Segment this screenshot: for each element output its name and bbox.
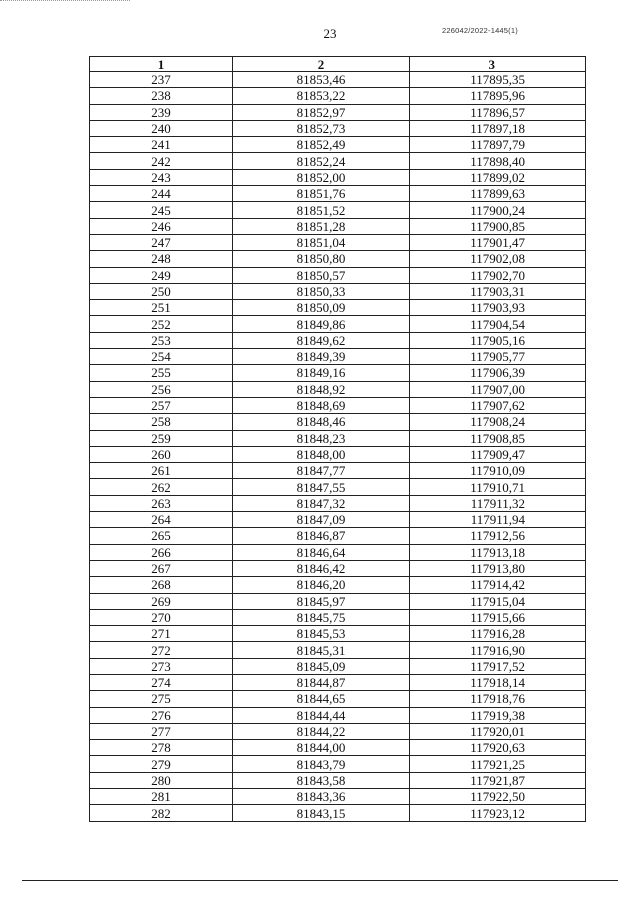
table-row [90,202,586,218]
point-number-cell: 268 [90,577,233,593]
page-number: 23 [323,26,337,41]
x-coordinate-cell: 81850,57 [233,267,410,283]
point-number-cell: 251 [90,300,233,316]
x-coordinate-cell: 81850,80 [233,251,410,267]
y-coordinate-cell: 117905,16 [410,332,586,348]
x-coordinate-cell: 81848,46 [233,414,410,430]
table-row [90,756,586,772]
x-coordinate-cell: 81847,77 [233,463,410,479]
table-row [90,772,586,788]
point-number-cell: 262 [90,479,233,495]
table-row [90,805,586,821]
x-coordinate-cell: 81849,86 [233,316,410,332]
x-coordinate-cell: 81851,04 [233,234,410,250]
y-coordinate-cell: 117921,87 [410,772,586,788]
point-number-cell: 237 [90,72,233,88]
table-row [90,267,586,283]
point-number-cell: 240 [90,120,233,136]
point-number-cell: 241 [90,137,233,153]
y-coordinate-cell: 117906,39 [410,365,586,381]
x-coordinate-cell: 81847,32 [233,495,410,511]
table-row [90,218,586,234]
point-number-cell: 250 [90,283,233,299]
point-number-cell: 263 [90,495,233,511]
y-coordinate-cell: 117895,35 [410,72,586,88]
bottom-rule [22,880,618,881]
x-coordinate-cell: 81845,75 [233,609,410,625]
document-reference: 226042/2022-1445(1) [442,26,518,35]
point-number-cell: 270 [90,609,233,625]
column-header-y: 3 [410,57,586,72]
y-coordinate-cell: 117910,71 [410,479,586,495]
point-number-cell: 247 [90,234,233,250]
point-number-cell: 269 [90,593,233,609]
x-coordinate-cell: 81850,33 [233,283,410,299]
x-coordinate-cell: 81848,23 [233,430,410,446]
x-coordinate-cell: 81846,42 [233,560,410,576]
point-number-cell: 252 [90,316,233,332]
point-number-cell: 280 [90,772,233,788]
point-number-cell: 257 [90,397,233,413]
table-row [90,560,586,576]
table-row [90,430,586,446]
x-coordinate-cell: 81847,09 [233,512,410,528]
x-coordinate-cell: 81844,22 [233,723,410,739]
x-coordinate-cell: 81852,73 [233,120,410,136]
point-number-cell: 245 [90,202,233,218]
y-coordinate-cell: 117913,18 [410,544,586,560]
x-coordinate-cell: 81843,15 [233,805,410,821]
table-row [90,674,586,690]
table-body [90,72,586,822]
table-row [90,463,586,479]
point-number-cell: 258 [90,414,233,430]
table-row [90,316,586,332]
x-coordinate-cell: 81847,55 [233,479,410,495]
y-coordinate-cell: 117912,56 [410,528,586,544]
y-coordinate-cell: 117920,01 [410,723,586,739]
point-number-cell: 249 [90,267,233,283]
point-number-cell: 242 [90,153,233,169]
y-coordinate-cell: 117920,63 [410,740,586,756]
table-row [90,512,586,528]
point-number-cell: 256 [90,381,233,397]
point-number-cell: 253 [90,332,233,348]
y-coordinate-cell: 117911,94 [410,512,586,528]
y-coordinate-cell: 117922,50 [410,789,586,805]
point-number-cell: 267 [90,560,233,576]
table-row [90,283,586,299]
y-coordinate-cell: 117902,08 [410,251,586,267]
x-coordinate-cell: 81852,49 [233,137,410,153]
point-number-cell: 239 [90,104,233,120]
point-number-cell: 274 [90,674,233,690]
x-coordinate-cell: 81845,97 [233,593,410,609]
y-coordinate-cell: 117905,77 [410,349,586,365]
y-coordinate-cell: 117908,24 [410,414,586,430]
table-row [90,251,586,267]
point-number-cell: 271 [90,626,233,642]
x-coordinate-cell: 81848,69 [233,397,410,413]
y-coordinate-cell: 117902,70 [410,267,586,283]
y-coordinate-cell: 117919,38 [410,707,586,723]
x-coordinate-cell: 81843,58 [233,772,410,788]
y-coordinate-cell: 117915,66 [410,609,586,625]
y-coordinate-cell: 117910,09 [410,463,586,479]
x-coordinate-cell: 81844,87 [233,674,410,690]
point-number-cell: 273 [90,658,233,674]
y-coordinate-cell: 117913,80 [410,560,586,576]
table-row [90,707,586,723]
y-coordinate-cell: 117896,57 [410,104,586,120]
table-row [90,577,586,593]
point-number-cell: 254 [90,349,233,365]
x-coordinate-cell: 81845,31 [233,642,410,658]
x-coordinate-cell: 81852,00 [233,169,410,185]
table-row [90,740,586,756]
y-coordinate-cell: 117915,04 [410,593,586,609]
y-coordinate-cell: 117900,24 [410,202,586,218]
y-coordinate-cell: 117916,28 [410,626,586,642]
table-row [90,528,586,544]
point-number-cell: 260 [90,446,233,462]
y-coordinate-cell: 117916,90 [410,642,586,658]
x-coordinate-cell: 81851,52 [233,202,410,218]
y-coordinate-cell: 117899,02 [410,169,586,185]
table-row [90,234,586,250]
point-number-cell: 272 [90,642,233,658]
y-coordinate-cell: 117918,14 [410,674,586,690]
table-row [90,723,586,739]
table-row [90,381,586,397]
column-header-number: 1 [90,57,233,72]
table-row [90,495,586,511]
table-row [90,479,586,495]
table-row [90,414,586,430]
table-row [90,332,586,348]
y-coordinate-cell: 117898,40 [410,153,586,169]
y-coordinate-cell: 117897,18 [410,120,586,136]
table-row [90,153,586,169]
table-row [90,609,586,625]
x-coordinate-cell: 81846,20 [233,577,410,593]
x-coordinate-cell: 81846,64 [233,544,410,560]
x-coordinate-cell: 81849,39 [233,349,410,365]
table-row [90,120,586,136]
column-header-x: 2 [233,57,410,72]
table-row [90,446,586,462]
table-row [90,88,586,104]
x-coordinate-cell: 81843,36 [233,789,410,805]
table-row [90,658,586,674]
x-coordinate-cell: 81851,76 [233,186,410,202]
x-coordinate-cell: 81846,87 [233,528,410,544]
x-coordinate-cell: 81853,46 [233,72,410,88]
point-number-cell: 255 [90,365,233,381]
y-coordinate-cell: 117907,62 [410,397,586,413]
y-coordinate-cell: 117921,25 [410,756,586,772]
x-coordinate-cell: 81844,00 [233,740,410,756]
point-number-cell: 265 [90,528,233,544]
table-row [90,397,586,413]
x-coordinate-cell: 81849,62 [233,332,410,348]
point-number-cell: 264 [90,512,233,528]
point-number-cell: 261 [90,463,233,479]
x-coordinate-cell: 81852,24 [233,153,410,169]
x-coordinate-cell: 81843,79 [233,756,410,772]
table-header-row [90,57,586,72]
y-coordinate-cell: 117903,31 [410,283,586,299]
table-row [90,642,586,658]
table-row [90,626,586,642]
point-number-cell: 277 [90,723,233,739]
top-margin-mark [0,0,130,5]
y-coordinate-cell: 117901,47 [410,234,586,250]
y-coordinate-cell: 117914,42 [410,577,586,593]
y-coordinate-cell: 117899,63 [410,186,586,202]
table-row [90,104,586,120]
point-number-cell: 243 [90,169,233,185]
y-coordinate-cell: 117900,85 [410,218,586,234]
point-number-cell: 276 [90,707,233,723]
point-number-cell: 275 [90,691,233,707]
point-number-cell: 259 [90,430,233,446]
table-row [90,186,586,202]
x-coordinate-cell: 81848,92 [233,381,410,397]
point-number-cell: 278 [90,740,233,756]
y-coordinate-cell: 117911,32 [410,495,586,511]
table-row [90,349,586,365]
table-row [90,365,586,381]
x-coordinate-cell: 81844,44 [233,707,410,723]
x-coordinate-cell: 81850,09 [233,300,410,316]
y-coordinate-cell: 117908,85 [410,430,586,446]
table-row [90,169,586,185]
x-coordinate-cell: 81844,65 [233,691,410,707]
x-coordinate-cell: 81848,00 [233,446,410,462]
y-coordinate-cell: 117923,12 [410,805,586,821]
y-coordinate-cell: 117909,47 [410,446,586,462]
x-coordinate-cell: 81849,16 [233,365,410,381]
x-coordinate-cell: 81845,53 [233,626,410,642]
y-coordinate-cell: 117918,76 [410,691,586,707]
point-number-cell: 248 [90,251,233,267]
y-coordinate-cell: 117903,93 [410,300,586,316]
point-number-cell: 279 [90,756,233,772]
x-coordinate-cell: 81853,22 [233,88,410,104]
point-number-cell: 246 [90,218,233,234]
point-number-cell: 266 [90,544,233,560]
y-coordinate-cell: 117897,79 [410,137,586,153]
table-row [90,72,586,88]
table-row [90,137,586,153]
point-number-cell: 244 [90,186,233,202]
table-row [90,593,586,609]
point-number-cell: 238 [90,88,233,104]
y-coordinate-cell: 117917,52 [410,658,586,674]
y-coordinate-cell: 117895,96 [410,88,586,104]
x-coordinate-cell: 81851,28 [233,218,410,234]
table-row [90,300,586,316]
table-row [90,544,586,560]
x-coordinate-cell: 81845,09 [233,658,410,674]
table-row [90,789,586,805]
x-coordinate-cell: 81852,97 [233,104,410,120]
point-number-cell: 281 [90,789,233,805]
y-coordinate-cell: 117904,54 [410,316,586,332]
y-coordinate-cell: 117907,00 [410,381,586,397]
coordinates-table [89,56,586,822]
point-number-cell: 282 [90,805,233,821]
table-row [90,691,586,707]
